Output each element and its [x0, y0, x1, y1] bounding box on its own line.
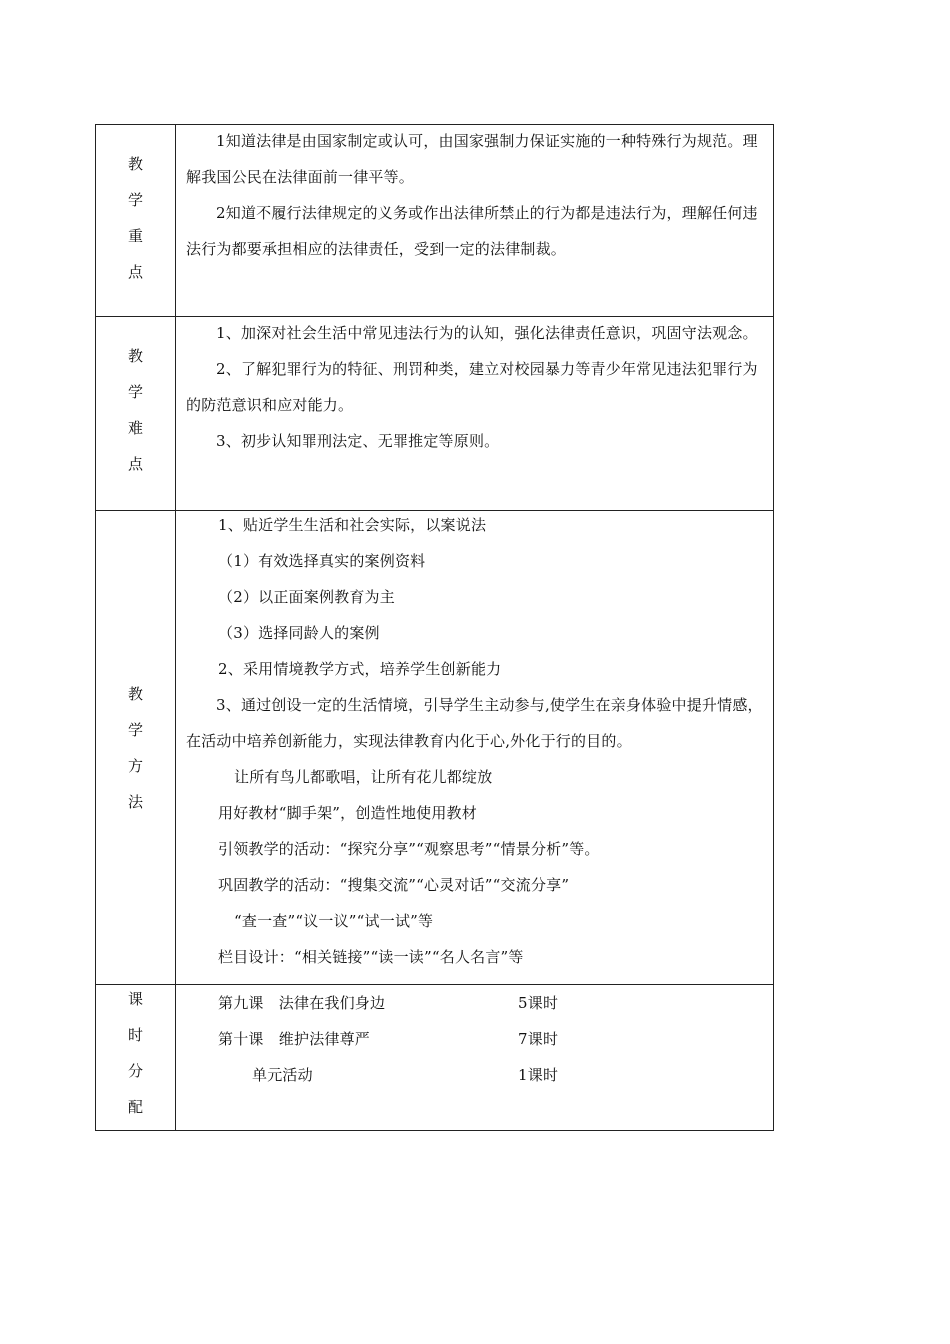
method-item: （2）以正面案例教育为主 [218, 588, 395, 606]
method-item: 1、贴近学生生活和社会实际，以案说法 [218, 516, 487, 534]
method-item: 用好教材“脚手架”，创造性地使用教材 [218, 804, 477, 822]
lesson-plan-table [95, 124, 774, 1131]
method-item: 让所有鸟儿都歌唱，让所有花儿都绽放 [234, 768, 493, 786]
key-points-row [96, 125, 774, 317]
method-item: （3）选择同龄人的案例 [218, 624, 380, 642]
difficulty-paragraph: 2、了解犯罪行为的特征、刑罚种类，建立对校园暴力等青少年常见违法犯罪行为的防范意识和应对能力。 [186, 360, 758, 414]
key-points-content [176, 125, 774, 317]
difficulties-row [96, 317, 774, 511]
method-item: （1）有效选择真实的案例资料 [218, 552, 426, 570]
difficulty-paragraph: 1、加深对社会生活中常见违法行为的认知，强化法律责任意识，巩固守法观念。 [216, 324, 758, 342]
method-item: 巩固教学的活动：“搜集交流”“心灵对话”“交流分享” [218, 876, 570, 894]
key-point-paragraph: 2知道不履行法律规定的义务或作出法律所禁止的行为都是违法行为，理解任何违法行为都要承担相应的法律责任，受到一定的法律制裁。 [186, 204, 758, 258]
methods-content [176, 511, 774, 985]
lesson-name: 第十课 维护法律尊严 [218, 1030, 371, 1048]
lesson-name: 单元活动 [252, 1066, 313, 1084]
schedule-content [176, 985, 774, 1131]
difficulty-paragraph: 3、初步认知罪刑法定、无罪推定等原则。 [216, 432, 500, 450]
schedule-entry [186, 985, 765, 1021]
key-point-paragraph: 1知道法律是由国家制定或认可，由国家强制力保证实施的一种特殊行为规范。理解我国公民在法律面前一律平等。 [186, 132, 758, 186]
method-item: “查一查”“议一议”“试一试”等 [234, 912, 434, 930]
difficulties-content [176, 317, 774, 511]
methods-row [96, 511, 774, 985]
method-item: 3、通过创设一定的生活情境，引导学生主动参与,使学生在亲身体验中提升情感，在活动中培养创新能力，实现法律教育内化于心,外化于行的目的。 [186, 696, 763, 750]
schedule-entry [186, 1057, 765, 1093]
schedule-row [96, 985, 774, 1131]
method-item: 引领教学的活动：“探究分享”“观察思考”“情景分析”等。 [218, 840, 600, 858]
difficulties-label: 教 学 难 点 [96, 317, 176, 511]
lesson-hours: 7课时 [518, 1030, 559, 1048]
method-item: 2、采用情境教学方式，培养学生创新能力 [218, 660, 502, 678]
lesson-hours: 5课时 [518, 994, 559, 1012]
lesson-hours: 1课时 [518, 1066, 559, 1084]
schedule-entry [186, 1021, 765, 1057]
key-points-label: 教 学 重 点 [96, 125, 176, 317]
schedule-label: 课 时 分 配 [96, 985, 176, 1131]
method-item: 栏目设计：“相关链接”“读一读”“名人名言”等 [218, 948, 524, 966]
methods-label: 教 学 方 法 [96, 511, 176, 985]
lesson-name: 第九课 法律在我们身边 [218, 994, 386, 1012]
